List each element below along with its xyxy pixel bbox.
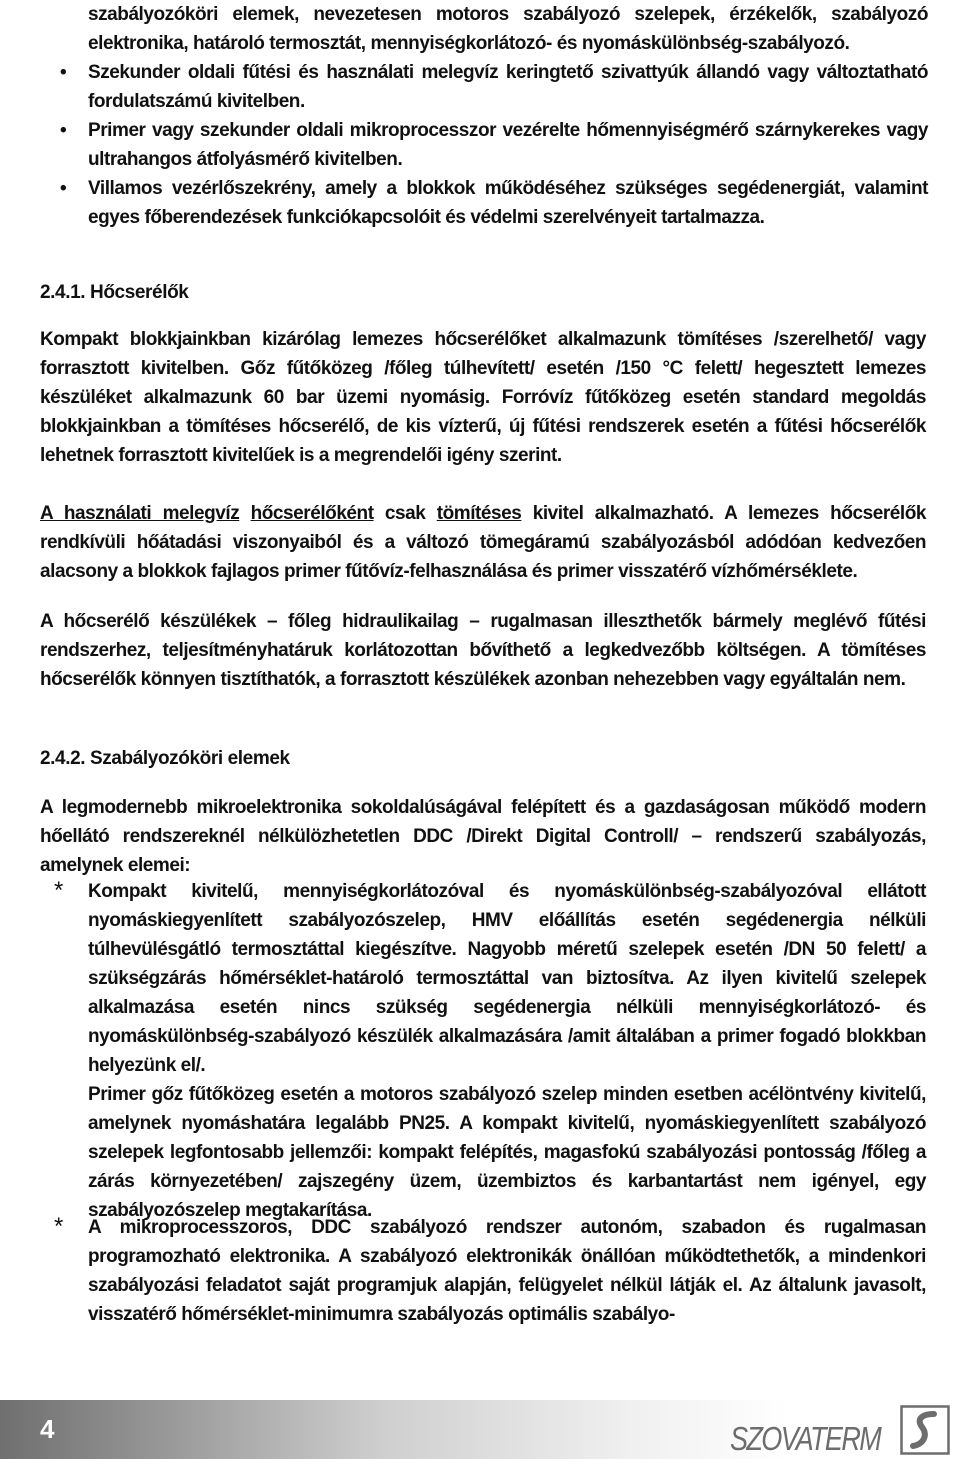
- asterisk-icon: *: [54, 1213, 64, 1240]
- equipment-list: [60, 0, 928, 232]
- paragraph-heat-exchangers-1: Kompakt blokkjainkban kizárólag lemezes hőcserélőket alkalmazunk tömítéses /szerelhető/ vagy forrasztott kivitelben. Gőz fűtőközeg /főleg túlhevített/ esetén /150 °C felett/ hegesztett lemezes készüléket alkalmazunk 60 bar üzemi nyomásig. Forróvíz fűtőközeg esetén standard megoldás blokkjainkban a tömítéses hőcserélő, de kis vízterű, új fűtési rendszerek esetén a fűtési hőcserélők lehetnek forrasztott kivitelűek is a megrendelői igény szerint.: [40, 329, 926, 466]
- list-item: [40, 877, 926, 1225]
- list-item: [60, 58, 928, 116]
- page-number: 4: [40, 1414, 55, 1444]
- asterisk-icon: *: [54, 877, 64, 904]
- underlined-text: tömítéses: [436, 503, 522, 524]
- underlined-text: A használati melegvíz: [40, 503, 240, 524]
- paragraph-text: kivitel alkalmazható. A lemezes hőcserélők rendkívüli hőátadási viszonyaiból és a változó tömegáramú szabályozásból adódóan kedvezően alacsony a blokkok fajlagos primer fűtővíz-felhasználása és primer visszatérő vízhőmérséklete.: [40, 503, 926, 582]
- list-item-text: A mikroprocesszoros, DDC szabályozó rendszer autonóm, szabadon és rugalmasan programozható elektronika. A szabályozó elektronikák önállóan működtethetők, a mindenkori szabályozási feladatot saját programjuk alapján, felügyelet nélkül látják el. Az általunk javasolt, visszatérő hőmérséklet-minimumra szabályozás optimális szabályo-: [88, 1217, 926, 1325]
- underlined-text: hőcserélőként: [250, 503, 374, 524]
- bullet-icon: •: [60, 178, 67, 199]
- list-item-body: [88, 877, 926, 1225]
- list-item-text: Primer vagy szekunder oldali mikroprocesszor vezérelte hőmennyiségmérő szárnykerekes vagy ultrahangos átfolyásmérő kivitelben.: [88, 120, 928, 170]
- brand-logo-text: SZOVATERM: [730, 1420, 881, 1457]
- paragraph-heat-exchangers-3: A hőcserélő készülékek – főleg hidraulikailag – rugalmasan illeszthetők bármely meglévő fűtési rendszerhez, teljesítményhatáruk korlátozottan bővíthető a legkedvezőbb költségen. A tömítéses hőcserélők könnyen tisztíthatók, a forrasztott készülékek azonban nehezebben vagy egyáltalán nem.: [40, 611, 926, 690]
- paragraph-control-intro: A legmodernebb mikroelektronika sokoldalúságával felépített és a gazdaságosan működő modern hőellátó rendszereknél nélkülözhetetlen DDC /Direkt Digital Controll/ – rendszerű szabályozás, amelynek elemei:: [40, 797, 926, 876]
- list-item-text: Villamos vezérlőszekrény, amely a blokkok működéséhez szükséges segédenergiát, valamint egyes főberendezések funkciókapcsolóit és védelmi szerelvényeit tartalmazza.: [88, 178, 928, 228]
- list-item: [60, 116, 928, 174]
- list-item: [60, 174, 928, 232]
- paragraph-text: csak: [373, 503, 437, 524]
- section-heading-heat-exchangers: 2.4.1. Hőcserélők: [40, 282, 189, 303]
- bullet-icon: •: [60, 62, 67, 83]
- section-heading-control-elements: 2.4.2. Szabályozóköri elemek: [40, 748, 290, 769]
- brand-logo-icon: [900, 1405, 950, 1455]
- paragraph-heat-exchangers-2: [40, 499, 926, 586]
- list-item-text: Kompakt kivitelű, mennyiségkorlátozóval és nyomáskülönbség-szabályozóval ellátott nyomáskiegyenlített szabályozószelep, HMV előállítás esetén segédenergia nélküli túlhevülésgátló termosztáttal kiegészítve. Nagyobb méretű szelepek esetén /DN 50 felett/ a szükségzárás hőmérséklet-határoló termosztáttal van biztosítva. Az ilyen kivitelű szelepek alkalmazása esetén nincs szükség segédenergia nélküli mennyiségkorlátozó- és nyomáskülönbség-szabályozó készülék alkalmazására /amit általában a primer fogadó blokkban helyezünk el/.: [88, 881, 926, 1076]
- list-item-text: Szekunder oldali fűtési és használati melegvíz keringtető szivattyúk állandó vagy változtatható fordulatszámú kivitelben.: [88, 62, 928, 112]
- list-item-text: Primer gőz fűtőközeg esetén a motoros szabályozó szelep minden esetben acélöntvény kivitelű, amelynek nyomáshatára legalább PN25. A kompakt kivitelű, nyomáskiegyenlített szabályozó szelepek legfontosabb jellemzői: kompakt felépítés, magasfokú szabályozási pontosság /főleg a zárás környezetében/ zajszegény üzem, üzembiztos és karbantartást nem igényel, egy szabályozószelep megtakarítása.: [88, 1084, 926, 1221]
- bullet-icon: •: [60, 120, 67, 141]
- list-intro-text: szabályozóköri elemek, nevezetesen motoros szabályozó szelepek, érzékelők, szabályozó elektronika, határoló termosztát, mennyiségkorlátozó- és nyomáskülönbség-szabályozó.: [88, 4, 928, 54]
- paragraph-text: [239, 503, 250, 524]
- list-item-body: [88, 1213, 926, 1329]
- list-item: [40, 1213, 926, 1329]
